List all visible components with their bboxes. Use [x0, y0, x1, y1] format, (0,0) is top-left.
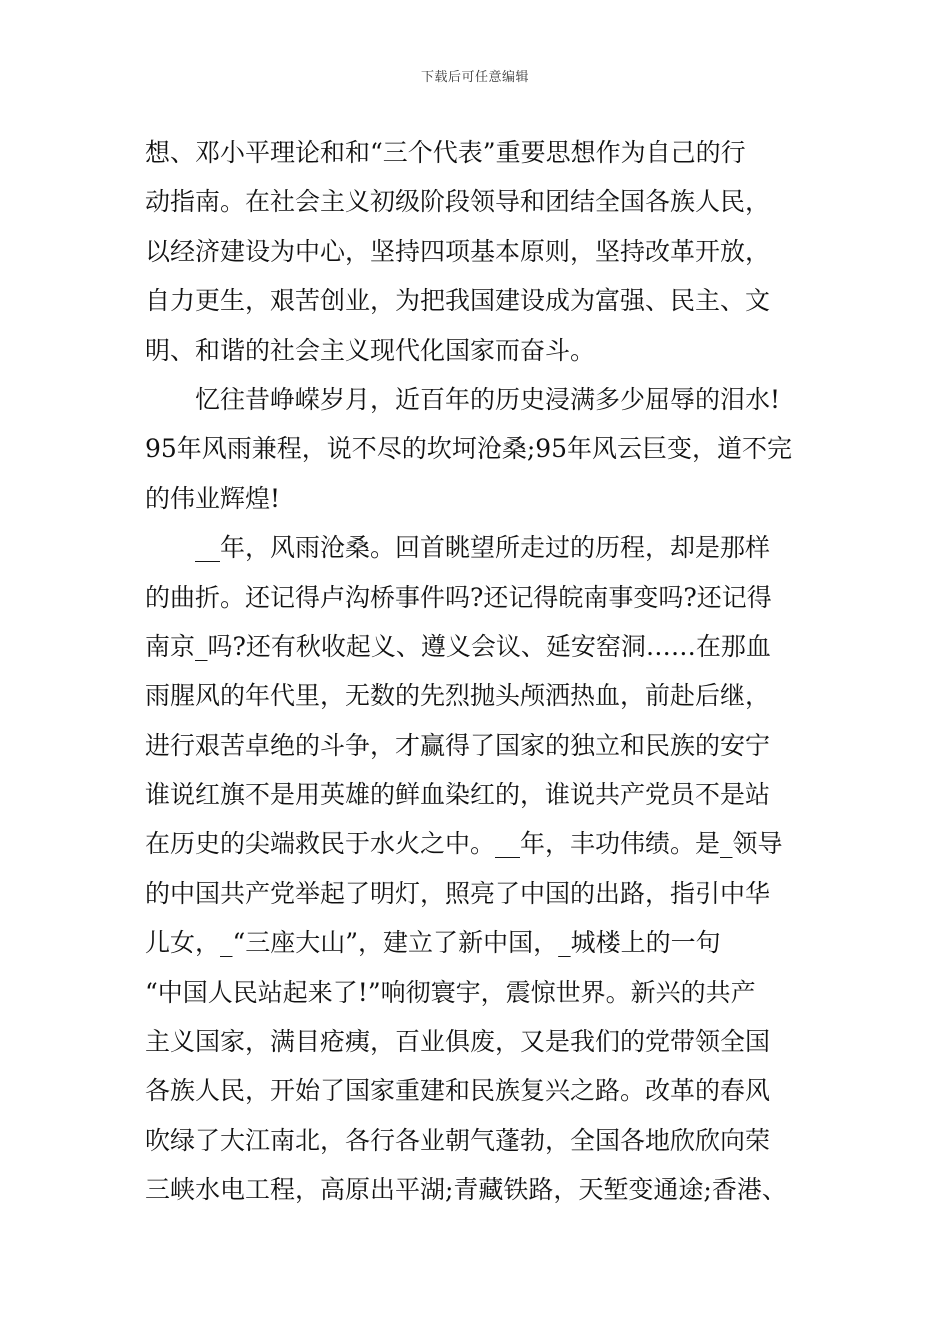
text-line: __年，风雨沧桑。回首眺望所走过的历程，却是那样 [195, 533, 771, 563]
text-line: 南京_吗?还有秋收起义、遵义会议、延安窑洞……在那血 [145, 631, 771, 661]
text-line: 吹绿了大江南北，各行各业朝气蓬勃，全国各地欣欣向荣 [145, 1125, 771, 1155]
text-line: 的伟业辉煌! [145, 483, 281, 513]
text-line: 的中国共产党举起了明灯，照亮了中国的出路，指引中华 [145, 878, 771, 908]
text-line: 在历史的尖端救民于水火之中。__年，丰功伟绩。是_领导 [145, 829, 783, 859]
text-line: 进行艰苦卓绝的斗争，才赢得了国家的独立和民族的安宁 [145, 730, 771, 760]
text-line: 雨腥风的年代里，无数的先烈抛头颅洒热血，前赴后继， [145, 681, 771, 711]
text-line: 明、和谐的社会主义现代化国家而奋斗。 [145, 335, 596, 365]
paragraph [145, 375, 825, 523]
text-line: 三峡水电工程，高原出平湖;青藏铁路，天堑变通途;香港、 [145, 1175, 787, 1205]
page-header: 下载后可任意编辑 [420, 70, 529, 85]
paragraph [145, 523, 825, 1214]
text-line: 的曲折。还记得卢沟桥事件吗?还记得皖南事变吗?还记得 [145, 582, 772, 612]
text-line: 想、邓小平理论和和“三个代表”重要思想作为自己的行 [145, 138, 746, 167]
text-line: 忆往昔峥嵘岁月，近百年的历史浸满多少屈辱的泪水! [195, 384, 781, 414]
document-body [145, 128, 825, 1215]
text-line: 以经济建设为中心，坚持四项基本原则，坚持改革开放， [145, 236, 771, 266]
text-line: 自力更生，艰苦创业，为把我国建设成为富强、民主、文 [145, 286, 771, 316]
text-line: 主义国家，满目疮痍，百业俱废，又是我们的党带领全国 [145, 1027, 771, 1057]
text-line: 各族人民，开始了国家重建和民族复兴之路。改革的春风 [145, 1076, 771, 1106]
paragraph [145, 128, 825, 375]
text-line: “中国人民站起来了!”响彻寰宇，震惊世界。新兴的共产 [145, 977, 756, 1007]
text-line: 儿女，_“三座大山”，建立了新中国，_城楼上的一句 [145, 928, 721, 958]
text-line: 谁说红旗不是用英雄的鲜血染红的，谁说共产党员不是站 [145, 780, 771, 810]
text-line: 动指南。在社会主义初级阶段领导和团结全国各族人民， [145, 187, 771, 217]
text-line: 95年风雨兼程，说不尽的坎坷沧桑;95年风云巨变，道不完 [145, 434, 793, 464]
